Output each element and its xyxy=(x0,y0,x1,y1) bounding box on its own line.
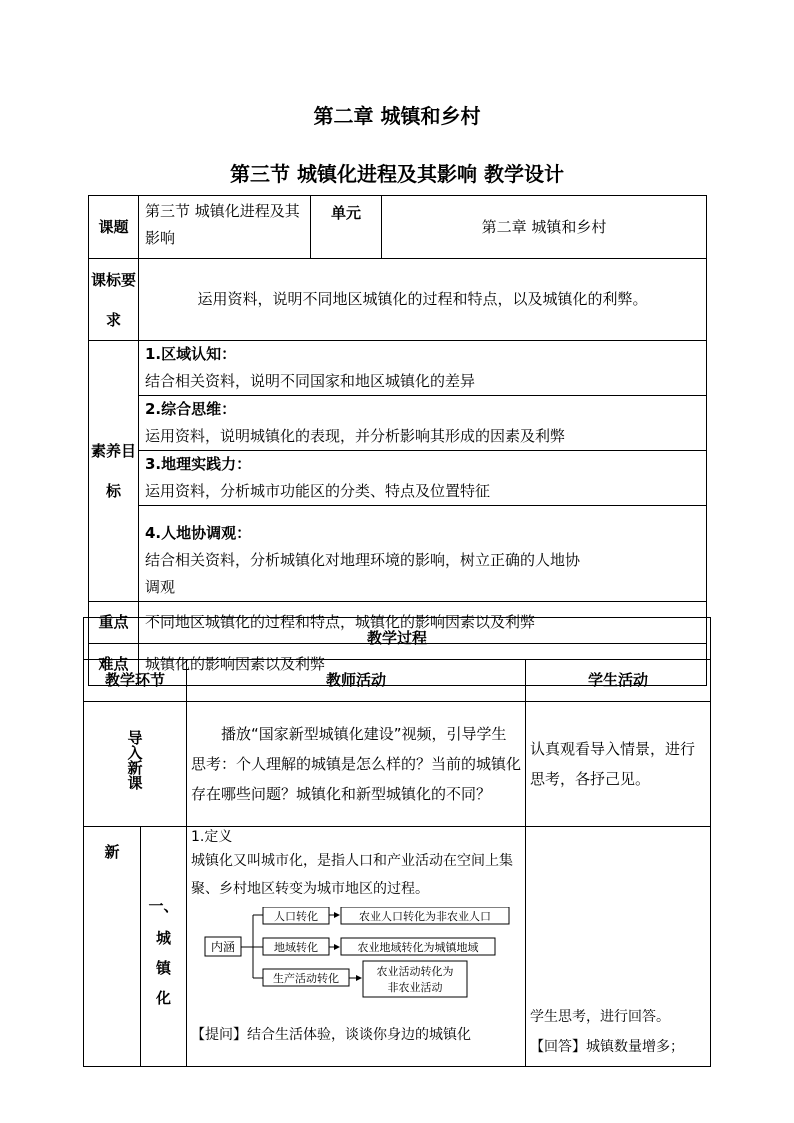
goal-row xyxy=(89,451,707,506)
diagram-item-right: 农业地域转化为城镇地域 xyxy=(357,941,479,954)
student-answer: 【回答】城镇数量增多； xyxy=(530,1039,684,1055)
chapter-title: 第二章 城镇和乡村 xyxy=(313,104,481,128)
goal-value: 运用资料，说明城镇化的表现，并分析影响其形成的因素及利弊 xyxy=(145,427,566,445)
col-teacher-header: 教师活动 xyxy=(187,660,526,702)
diagram-item xyxy=(263,907,509,924)
goal-key: 3.地理实践力： xyxy=(145,455,252,473)
unit-label: 单元 xyxy=(311,196,382,259)
standard-row xyxy=(89,259,707,341)
diagram-item-right: 农业人口转化为非农业人口 xyxy=(359,910,491,923)
standard-label: 课标要求 xyxy=(89,259,139,341)
diagram-root-label: 内涵 xyxy=(210,940,236,954)
new-stage: 新 xyxy=(84,827,141,1067)
goal-value: 结合相关资料，说明不同国家和地区城镇化的差异 xyxy=(145,372,476,390)
topic-label: 课题 xyxy=(89,196,139,259)
process-header-row xyxy=(84,618,711,660)
difficulty-label: 难点 xyxy=(89,644,139,686)
intro-stage-label: 导入新课 xyxy=(127,729,143,792)
unit-value: 第二章 城镇和乡村 xyxy=(382,196,707,259)
intro-teacher: 播放“国家新型城镇化建设”视频，引导学生思考：个人理解的城镇是怎么样的？当前的城镇化存在哪些问题？城镇化和新型城镇化的不同？ xyxy=(187,702,526,827)
column-header-row xyxy=(84,660,711,702)
goal-item xyxy=(139,396,707,451)
difficulty-value: 城镇化的影响因素以及利弊 xyxy=(139,644,707,686)
diagram-item-right-line2: 非农业活动 xyxy=(387,981,443,994)
intro-student: 认真观看导入情景，进行思考，各抒己见。 xyxy=(526,702,711,827)
goal-item xyxy=(139,451,707,506)
diagram-root xyxy=(205,937,241,956)
intro-stage xyxy=(84,702,187,827)
topic-value: 第三节 城镇化进程及其影响 xyxy=(139,196,311,259)
diagram-item xyxy=(263,961,467,997)
goal-row xyxy=(89,341,707,396)
new-student xyxy=(526,827,711,1067)
diagram-item xyxy=(263,938,495,955)
sub-stage xyxy=(141,827,187,1067)
diagram-item-left: 人口转化 xyxy=(274,910,318,923)
connotation-diagram xyxy=(191,907,513,1019)
diagram-connector xyxy=(241,915,263,978)
col-student-header: 学生活动 xyxy=(526,660,711,702)
goal-value: 结合相关资料，分析城镇化对地理环境的影响，树立正确的人地协调观 xyxy=(145,551,581,596)
sub-stage-name: 城镇化 xyxy=(155,929,171,1007)
definition-text: 城镇化又叫城市化，是指人口和产业活动在空间上集聚、乡村地区转变为城市地区的过程。 xyxy=(191,853,513,897)
intro-row xyxy=(84,702,711,827)
key-points-value: 不同地区城镇化的过程和特点，城镇化的影响因素以及利弊 xyxy=(139,602,707,644)
teaching-process-table xyxy=(83,617,711,1067)
goal-row xyxy=(89,506,707,602)
lesson-info-table xyxy=(88,195,707,686)
goal-row xyxy=(89,396,707,451)
new-lesson-row xyxy=(84,827,711,1067)
diagram-item-left: 生产活动转化 xyxy=(273,972,339,985)
diagram-item-right-line1: 农业活动转化为 xyxy=(376,965,454,978)
goal-key: 1.区域认知： xyxy=(145,345,237,363)
section-title: 第三节 城镇化进程及其影响 教学设计 xyxy=(230,162,564,186)
process-header: 教学过程 xyxy=(84,618,711,660)
student-think: 学生思考，进行回答。 xyxy=(530,1009,670,1025)
goal-value: 运用资料，分析城市功能区的分类、特点及位置特征 xyxy=(145,482,491,500)
literacy-label: 素养目标 xyxy=(89,341,139,602)
goal-item xyxy=(139,506,707,602)
goal-key: 4.人地协调观： xyxy=(145,524,252,542)
diagram-item-left: 地域转化 xyxy=(274,941,318,954)
question-text: 【提问】结合生活体验，谈谈你身边的城镇化 xyxy=(191,1027,471,1043)
sub-stage-number: 一、 xyxy=(148,897,179,915)
col-stage-header: 教学环节 xyxy=(84,660,187,702)
key-points-label: 重点 xyxy=(89,602,139,644)
topic-row xyxy=(89,196,707,259)
goal-item xyxy=(139,341,707,396)
definition-heading: 1.定义 xyxy=(191,829,233,845)
standard-value: 运用资料，说明不同地区城镇化的过程和特点，以及城镇化的利弊。 xyxy=(139,259,707,341)
new-teacher xyxy=(187,827,526,1067)
goal-key: 2.综合思维： xyxy=(145,400,237,418)
